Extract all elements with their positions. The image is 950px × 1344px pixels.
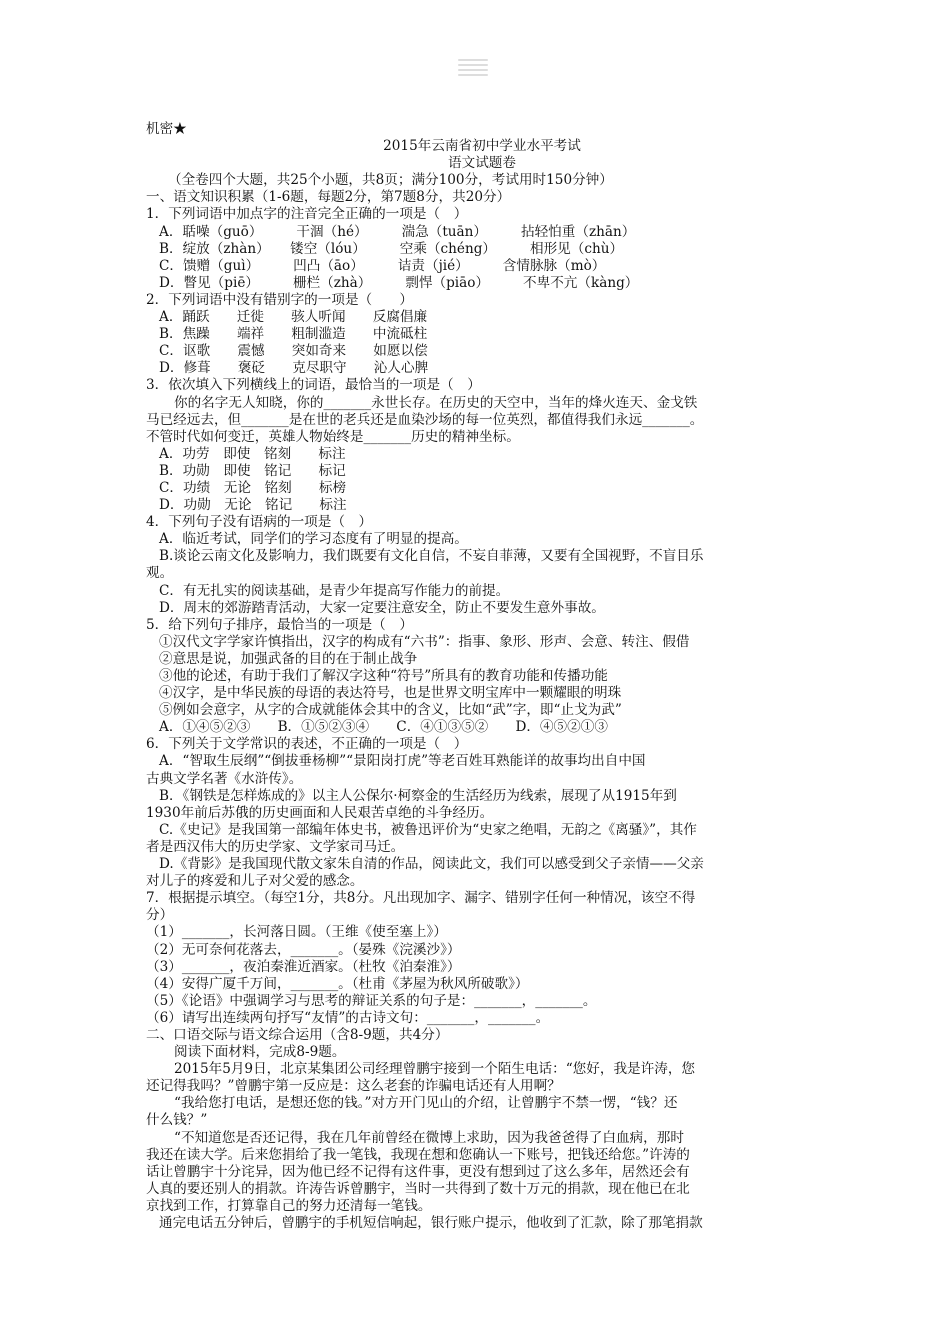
q4-option-d: D．周末的郊游踏青活动，大家一定要注意安全，防止不要发生意外事故。: [159, 599, 605, 616]
q7-blank-1: （1）_______，长河落日圆。（王维《使至塞上》）: [146, 924, 447, 941]
q7-blank-3: （3）_______，夜泊秦淮近酒家。（杜牧《泊秦淮》）: [146, 958, 461, 975]
exam-instructions: （全卷四个大题，共25个小题，共8页；满分100分，考试用时150分钟）: [168, 172, 613, 189]
q6-option-b-cont: 1930年前后苏俄的历史画面和人民艰苦卓绝的斗争经历。: [146, 804, 494, 821]
question-2: 2．下列词语中没有错别字的一项是（ ）: [146, 291, 413, 308]
reading-instruction: 阅读下面材料，完成8-9题。: [174, 1044, 346, 1061]
q3-option-a: A．功劳 即使 铭刻 标注: [159, 445, 346, 462]
q7-blank-6: （6）请写出连续两句抒写“友情”的古诗文句：_______，_______。: [146, 1009, 550, 1026]
q5-sentence-2: ②意思是说，加强武备的目的在于制止战争: [159, 650, 418, 667]
q5-sentence-1: ①汉代文字学家许慎指出，汉字的构成有“六书”：指事、象形、形声、会意、转注、假借: [159, 633, 690, 650]
q3-option-d: D．功勋 无论 铭记 标注: [159, 497, 347, 514]
question-6: 6．下列关于文学常识的表述，不正确的一项是（ ）: [146, 736, 468, 753]
q7-blank-5: （5）《论语》中强调学习与思考的辩证关系的句子是：_______，_______。: [146, 992, 597, 1009]
question-7: 7．根据提示填空。（每空1分，共8分。凡出现加字、漏字、错别字任何一种情况，该空不得: [146, 890, 696, 907]
reading-paragraph: “不知道您是否还记得，我在几年前曾经在微博上求助，因为我爸爸得了白血病，那时: [174, 1129, 684, 1146]
q6-option-a: A．“智取生辰纲”“倒拔垂杨柳”“景阳岗打虎”等老百姓耳熟能详的故事均出自中国: [159, 753, 646, 770]
question-3: 3．依次填入下列横线上的词语，最恰当的一项是（ ）: [146, 377, 481, 394]
reading-paragraph: 话让曾鹏宇十分诧异，因为他已经不记得有这件事，更没有想到过了这么多年，居然还会有: [146, 1163, 690, 1180]
reading-paragraph: 通完电话五分钟后，曾鹏宇的手机短信响起，银行账户提示，他收到了汇款，除了那笔捐款: [159, 1215, 703, 1231]
q2-option-d: D．修葺 褒砭 克尽职守 沁人心脾: [159, 360, 429, 377]
q5-sentence-4: ④汉字，是中华民族的母语的表达符号，也是世界文明宝库中一颗耀眼的明珠: [159, 685, 622, 702]
confidential-mark: 机密★: [146, 121, 187, 137]
reading-paragraph: 2015年5月9日，北京某集团公司经理曾鹏宇接到一个陌生电话：“您好，我是许涛，您: [174, 1061, 696, 1078]
q1-option-a: A．聒噪（guō） 干涸（hé） 湍急（tuān） 拈轻怕重（zhān）: [159, 223, 636, 240]
question-5: 5．给下列句子排序，最恰当的一项是（ ）: [146, 616, 413, 633]
q2-option-c: C．讴歌 震憾 突如奇来 如愿以偿: [159, 343, 428, 360]
section-heading: 一、语文知识积累（1-6题，每题2分，第7题8分，共20分）: [146, 189, 511, 206]
exam-page: [146, 121, 818, 1232]
reading-paragraph: 还记得我吗？”曾鹏宇第一反应是：这么老套的诈骗电话还有人用啊？: [146, 1078, 561, 1095]
reading-paragraph: 人真的要还别人的捐款。许涛告诉曾鹏宇，当时一共得到了数十万元的捐款，现在他已在北: [146, 1180, 690, 1197]
q3-passage-line: 马已经远去，但_______是在世的老兵还是血染沙场的每一位英烈，都值得我们永远_______。: [146, 411, 704, 428]
exam-subtitle: 语文试题卷: [448, 155, 516, 172]
q6-option-a-cont: 古典文学名著《水浒传》。: [146, 770, 303, 787]
reading-paragraph: 我还在读大学。后来您捐给了我一笔钱，我现在想和您确认一下账号，把钱还给您。”许涛的: [146, 1146, 690, 1163]
q5-options: A．①④⑤②③ B．①⑤②③④ C．④①③⑤② D．④⑤②①③: [159, 719, 608, 736]
q3-option-c: C．功绩 无论 铭刻 标榜: [159, 479, 347, 496]
question-1: 1．下列词语中加点字的注音完全正确的一项是（ ）: [146, 206, 468, 223]
q3-passage-line: 你的名字无人知晓，你的_______永世长存。在历史的天空中，当年的烽火连天、金戈铁: [174, 394, 698, 411]
q7-blank-2: （2）无可奈何花落去，_______。（晏殊《浣溪沙》）: [146, 941, 461, 958]
q6-option-d: D.《背影》是我国现代散文家朱自清的作品，阅读此文，我们可以感受到父子亲情——父亲: [159, 856, 704, 873]
reading-paragraph: 京找到工作，打算靠自己的努力还清每一笔钱。: [146, 1197, 432, 1214]
q3-option-b: B．功勋 即使 铭记 标记: [159, 462, 346, 479]
q4-option-c: C．有无扎实的阅读基础，是青少年提高写作能力的前提。: [159, 582, 510, 599]
q6-option-c: C.《史记》是我国第一部编年体史书，被鲁迅评价为“史家之绝唱，无韵之《离骚》”，其作: [159, 821, 697, 838]
q4-option-b: B.谈论云南文化及影响力，我们既要有文化自信，不妄自菲薄，又要有全国视野，不盲目乐: [159, 548, 704, 565]
q4-option-a: A．临近考试，同学们的学习态度有了明显的提高。: [159, 531, 468, 548]
question-7-cont: 分）: [146, 907, 174, 924]
section-heading-2: 二、口语交际与语文综合运用（含8-9题，共4分）: [146, 1026, 449, 1043]
q2-option-b: B．焦躁 端祥 粗制滥造 中流砥柱: [159, 326, 428, 343]
q1-option-c: C．馈赠（guì） 凹凸（āo） 诘责（jié） 含情脉脉（mò）: [159, 257, 606, 274]
q6-option-b: B．《钢铁是怎样炼成的》以主人公保尔·柯察金的生活经历为线索，展现了从1915年到: [159, 787, 677, 804]
reading-paragraph: “我给您打电话，是想还您的钱。”对方开门见山的介绍，让曾鹏宇不禁一愣，“钱？还: [174, 1095, 678, 1112]
reading-paragraph: 什么钱？”: [146, 1112, 208, 1129]
q6-option-c-cont: 者是西汉伟大的历史学家、文学家司马迁。: [146, 838, 405, 855]
q3-passage-line: 不管时代如何变迁，英雄人物始终是_______历史的精神坐标。: [146, 428, 520, 445]
q6-option-d-cont: 对儿子的疼爱和儿子对父爱的感念。: [146, 873, 364, 890]
q1-option-d: D．瞥见（piē） 栅栏（zhà） 剽悍（piāo） 不卑不亢（kàng）: [159, 274, 639, 291]
q5-sentence-5: ⑤例如会意字，从字的合成就能体会其中的含义，比如“武”字，即“止戈为武”: [159, 702, 622, 719]
q7-blank-4: （4）安得广厦千万间，_______。（杜甫《茅屋为秋风所破歌》）: [146, 975, 529, 992]
exam-title: 2015年云南省初中学业水平考试: [383, 138, 581, 155]
q5-sentence-3: ③他的论述，有助于我们了解汉字这种“符号”所具有的教育功能和传播功能: [159, 668, 608, 684]
watermark-mark: [458, 56, 488, 88]
q4-option-b-cont: 观。: [146, 565, 174, 582]
q1-option-b: B．绽放（zhàn） 镂空（lóu） 空乘（chéng） 相形见（chù）: [159, 240, 624, 257]
q2-option-a: A．踊跃 迁徙 骇人听闻 反腐倡廉: [159, 309, 428, 326]
question-4: 4．下列句子没有语病的一项是（ ）: [146, 514, 373, 531]
